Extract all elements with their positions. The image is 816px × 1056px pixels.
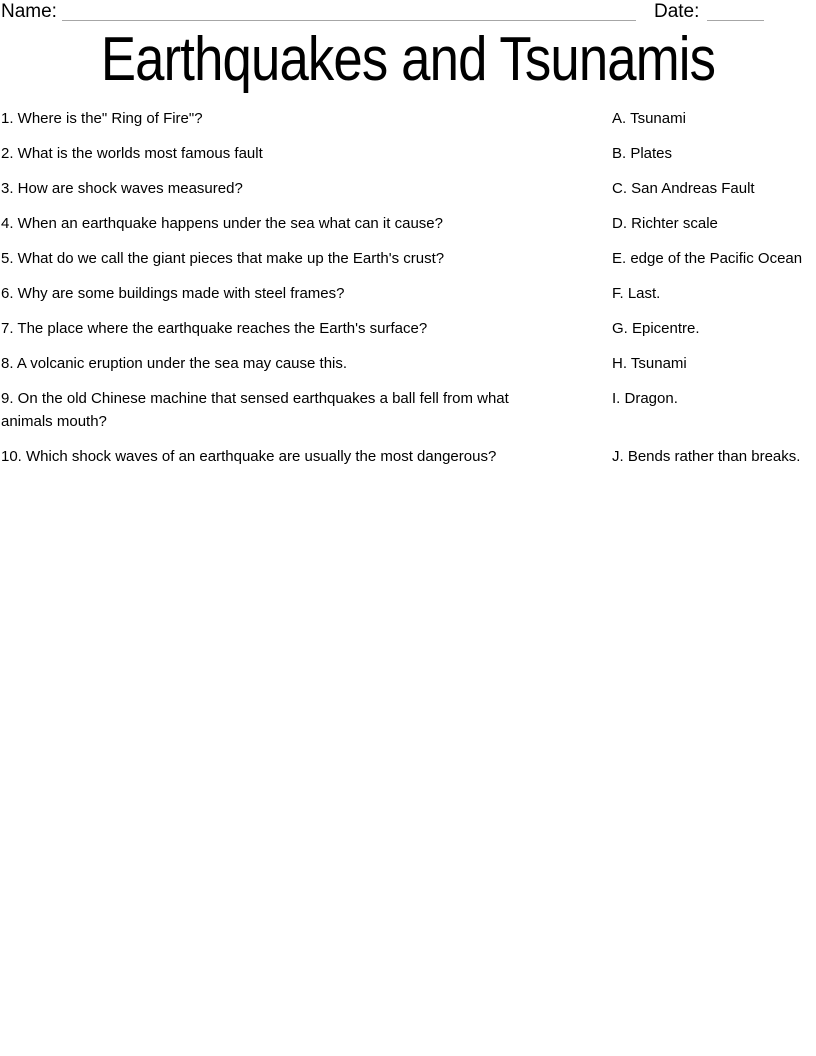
answer-item: B. Plates [612,145,673,162]
answer-item: F. Last. [612,285,661,302]
question-item: 2. What is the worlds most famous fault [1,145,263,162]
answer-item: E. edge of the Pacific Ocean [612,250,803,267]
question-item: 6. Why are some buildings made with steel frames? [1,285,345,302]
answer-item: C. San Andreas Fault [612,180,755,197]
answer-item: D. Richter scale [612,215,718,232]
question-item: 8. A volcanic eruption under the sea may cause this. [1,355,348,372]
answer-item: J. Bends rather than breaks. [612,448,801,465]
answer-item: H. Tsunami [612,355,687,372]
matching-list [1,107,815,468]
date-blank-line [707,1,764,21]
question-item: 4. When an earthquake happens under the sea what can it cause? [1,215,443,232]
date-label: Date: [653,1,700,22]
question-item: 10. Which shock waves of an earthquake are usually the most dangerous? [1,448,497,465]
question-item: 1. Where is the" Ring of Fire"? [1,110,203,127]
question-item: 5. What do we call the giant pieces that make up the Earth's crust? [1,250,445,267]
name-blank-line [62,1,636,21]
worksheet-title: Earthquakes and Tsunamis [100,25,716,94]
question-item: 9. On the old Chinese machine that sensed earthquakes a ball fell from what animals mouth? [1,390,509,430]
question-item: 7. The place where the earthquake reaches the Earth's surface? [1,320,428,337]
question-item: 3. How are shock waves measured? [1,180,243,197]
answer-item: A. Tsunami [612,110,686,127]
header [1,1,813,23]
answer-item: G. Epicentre. [612,320,700,337]
name-label: Name: [1,1,57,22]
answer-item: I. Dragon. [612,390,678,407]
